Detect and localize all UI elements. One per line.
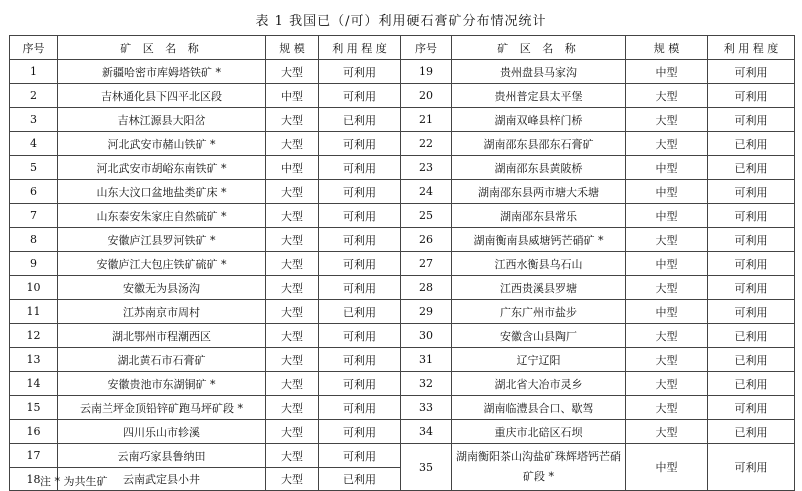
row-number: 19 bbox=[401, 60, 452, 84]
row-number: 6 bbox=[10, 180, 58, 204]
deposit-scale: 中型 bbox=[626, 252, 708, 276]
utilization-status: 已利用 bbox=[708, 372, 795, 396]
row-number: 11 bbox=[10, 300, 58, 324]
deposit-scale: 大型 bbox=[266, 276, 319, 300]
deposit-name: 江西贵溪县罗塘 bbox=[452, 276, 626, 300]
table-row bbox=[10, 444, 795, 468]
row-number: 3 bbox=[10, 108, 58, 132]
deposit-name: 云南兰坪金顶铅锌矿跑马坪矿段 * bbox=[58, 396, 266, 420]
deposit-scale: 中型 bbox=[626, 444, 708, 491]
deposit-name: 湖南双峰县梓门桥 bbox=[452, 108, 626, 132]
deposit-scale: 大型 bbox=[626, 348, 708, 372]
deposit-scale: 大型 bbox=[266, 180, 319, 204]
row-number: 18 bbox=[10, 468, 58, 491]
deposit-scale: 大型 bbox=[266, 204, 319, 228]
utilization-status: 已利用 bbox=[319, 468, 401, 491]
deposit-scale: 中型 bbox=[266, 84, 319, 108]
table-row bbox=[10, 180, 795, 204]
deposit-table bbox=[9, 35, 795, 491]
row-number: 2 bbox=[10, 84, 58, 108]
table-row bbox=[10, 372, 795, 396]
header-scale: 规 模 bbox=[626, 36, 708, 60]
row-number: 34 bbox=[401, 420, 452, 444]
utilization-status: 可利用 bbox=[319, 84, 401, 108]
utilization-status: 可利用 bbox=[319, 204, 401, 228]
deposit-scale: 大型 bbox=[626, 420, 708, 444]
row-number: 7 bbox=[10, 204, 58, 228]
header-row bbox=[10, 36, 795, 60]
deposit-name: 四川乐山市轸溪 bbox=[58, 420, 266, 444]
deposit-name: 河北武安市胡峪东南铁矿 * bbox=[58, 156, 266, 180]
deposit-name: 湖北省大冶市灵乡 bbox=[452, 372, 626, 396]
deposit-name: 安徽贵池市东湖铜矿 * bbox=[58, 372, 266, 396]
utilization-status: 可利用 bbox=[319, 372, 401, 396]
header-no: 序号 bbox=[401, 36, 452, 60]
deposit-scale: 大型 bbox=[266, 396, 319, 420]
deposit-name: 安徽庐江大包庄铁矿硫矿 * bbox=[58, 252, 266, 276]
utilization-status: 可利用 bbox=[319, 444, 401, 468]
utilization-status: 已利用 bbox=[708, 324, 795, 348]
table-row bbox=[10, 132, 795, 156]
deposit-name: 安徽无为县汤沟 bbox=[58, 276, 266, 300]
utilization-status: 可利用 bbox=[708, 228, 795, 252]
row-number: 22 bbox=[401, 132, 452, 156]
row-number: 23 bbox=[401, 156, 452, 180]
table-title: 表 1 我国已（/可）利用硬石膏矿分布情况统计 bbox=[255, 14, 547, 29]
deposit-name: 安徽庐江县罗河铁矿 * bbox=[58, 228, 266, 252]
row-number: 13 bbox=[10, 348, 58, 372]
deposit-name: 重庆市北碚区石坝 bbox=[452, 420, 626, 444]
row-number: 4 bbox=[10, 132, 58, 156]
deposit-name: 吉林江源县大阳岔 bbox=[58, 108, 266, 132]
utilization-status: 可利用 bbox=[708, 444, 795, 491]
row-number: 10 bbox=[10, 276, 58, 300]
header-no: 序号 bbox=[10, 36, 58, 60]
table-row bbox=[10, 348, 795, 372]
deposit-name: 湖南临澧县合口、歇驾 bbox=[452, 396, 626, 420]
utilization-status: 可利用 bbox=[319, 348, 401, 372]
row-number: 29 bbox=[401, 300, 452, 324]
row-number: 20 bbox=[401, 84, 452, 108]
deposit-name: 湖南邵东县两市塘大禾塘 bbox=[452, 180, 626, 204]
deposit-scale: 大型 bbox=[626, 372, 708, 396]
table-row bbox=[10, 84, 795, 108]
deposit-name: 云南武定县小井 bbox=[58, 468, 266, 491]
row-number: 27 bbox=[401, 252, 452, 276]
deposit-name: 山东大汶口盆地盐类矿床 * bbox=[58, 180, 266, 204]
utilization-status: 可利用 bbox=[708, 396, 795, 420]
utilization-status: 可利用 bbox=[319, 228, 401, 252]
deposit-name: 湖北鄂州市程潮西区 bbox=[58, 324, 266, 348]
deposit-scale: 大型 bbox=[266, 108, 319, 132]
deposit-scale: 大型 bbox=[626, 396, 708, 420]
utilization-status: 可利用 bbox=[708, 276, 795, 300]
row-number: 33 bbox=[401, 396, 452, 420]
deposit-scale: 大型 bbox=[266, 60, 319, 84]
utilization-status: 可利用 bbox=[319, 324, 401, 348]
table-row bbox=[10, 300, 795, 324]
deposit-name: 湖南衡南县威塘钙芒硝矿 * bbox=[452, 228, 626, 252]
deposit-scale: 大型 bbox=[266, 132, 319, 156]
row-number: 9 bbox=[10, 252, 58, 276]
deposit-name: 湖南衡阳茶山沟盐矿珠辉塔钙芒硝矿段 * bbox=[452, 444, 626, 491]
row-number: 16 bbox=[10, 420, 58, 444]
row-number: 28 bbox=[401, 276, 452, 300]
utilization-status: 已利用 bbox=[319, 108, 401, 132]
deposit-scale: 中型 bbox=[626, 180, 708, 204]
header-name: 矿 区 名 称 bbox=[58, 36, 266, 60]
utilization-status: 可利用 bbox=[319, 420, 401, 444]
deposit-scale: 大型 bbox=[266, 300, 319, 324]
deposit-name: 河北武安市赭山铁矿 * bbox=[58, 132, 266, 156]
row-number: 26 bbox=[401, 228, 452, 252]
table-row bbox=[10, 108, 795, 132]
table-row bbox=[10, 324, 795, 348]
deposit-scale: 大型 bbox=[266, 324, 319, 348]
utilization-status: 可利用 bbox=[708, 108, 795, 132]
row-number: 25 bbox=[401, 204, 452, 228]
deposit-name: 江苏南京市周村 bbox=[58, 300, 266, 324]
header-name: 矿 区 名 称 bbox=[452, 36, 626, 60]
deposit-name: 新疆哈密市库姆塔铁矿 * bbox=[58, 60, 266, 84]
deposit-name: 湖北黄石市石膏矿 bbox=[58, 348, 266, 372]
row-number: 5 bbox=[10, 156, 58, 180]
table-row bbox=[10, 276, 795, 300]
row-number: 31 bbox=[401, 348, 452, 372]
utilization-status: 可利用 bbox=[708, 84, 795, 108]
deposit-scale: 大型 bbox=[626, 324, 708, 348]
footnote: 注 * 为共生矿 bbox=[40, 475, 108, 488]
row-number: 8 bbox=[10, 228, 58, 252]
deposit-scale: 大型 bbox=[266, 420, 319, 444]
table-row bbox=[10, 204, 795, 228]
utilization-status: 可利用 bbox=[319, 276, 401, 300]
row-number: 24 bbox=[401, 180, 452, 204]
deposit-scale: 大型 bbox=[266, 468, 319, 491]
deposit-name: 辽宁辽阳 bbox=[452, 348, 626, 372]
deposit-name: 云南巧家县鲁纳田 bbox=[58, 444, 266, 468]
deposit-name: 湖南邵东县常乐 bbox=[452, 204, 626, 228]
utilization-status: 可利用 bbox=[319, 396, 401, 420]
deposit-scale: 大型 bbox=[266, 228, 319, 252]
deposit-name: 江西水衡县乌石山 bbox=[452, 252, 626, 276]
deposit-name: 贵州盘县马家沟 bbox=[452, 60, 626, 84]
deposit-scale: 大型 bbox=[266, 372, 319, 396]
deposit-scale: 大型 bbox=[626, 108, 708, 132]
header-use: 利 用 程 度 bbox=[708, 36, 795, 60]
table-row bbox=[10, 252, 795, 276]
utilization-status: 已利用 bbox=[708, 420, 795, 444]
deposit-scale: 中型 bbox=[626, 204, 708, 228]
table-row bbox=[10, 228, 795, 252]
row-number: 35 bbox=[401, 444, 452, 491]
deposit-scale: 中型 bbox=[266, 156, 319, 180]
row-number: 32 bbox=[401, 372, 452, 396]
deposit-name: 广东广州市盐步 bbox=[452, 300, 626, 324]
deposit-name: 山东泰安朱家庄自然硫矿 * bbox=[58, 204, 266, 228]
row-number: 15 bbox=[10, 396, 58, 420]
header-scale: 规 模 bbox=[266, 36, 319, 60]
utilization-status: 可利用 bbox=[708, 300, 795, 324]
utilization-status: 可利用 bbox=[708, 204, 795, 228]
table-row bbox=[10, 420, 795, 444]
deposit-scale: 大型 bbox=[626, 276, 708, 300]
deposit-name: 湖南邵东县黄陂桥 bbox=[452, 156, 626, 180]
deposit-scale: 大型 bbox=[266, 348, 319, 372]
deposit-name: 吉林通化县下四平北区段 bbox=[58, 84, 266, 108]
deposit-scale: 中型 bbox=[626, 156, 708, 180]
table-row bbox=[10, 396, 795, 420]
deposit-scale: 大型 bbox=[626, 228, 708, 252]
utilization-status: 可利用 bbox=[319, 180, 401, 204]
utilization-status: 可利用 bbox=[708, 60, 795, 84]
row-number: 14 bbox=[10, 372, 58, 396]
utilization-status: 已利用 bbox=[319, 300, 401, 324]
row-number: 12 bbox=[10, 324, 58, 348]
table-row bbox=[10, 156, 795, 180]
utilization-status: 已利用 bbox=[708, 156, 795, 180]
row-number: 30 bbox=[401, 324, 452, 348]
utilization-status: 已利用 bbox=[708, 132, 795, 156]
header-use: 利 用 程 度 bbox=[319, 36, 401, 60]
row-number: 17 bbox=[10, 444, 58, 468]
utilization-status: 已利用 bbox=[708, 348, 795, 372]
utilization-status: 可利用 bbox=[319, 60, 401, 84]
deposit-scale: 大型 bbox=[266, 444, 319, 468]
deposit-scale: 大型 bbox=[626, 84, 708, 108]
row-number: 1 bbox=[10, 60, 58, 84]
row-number: 21 bbox=[401, 108, 452, 132]
deposit-scale: 中型 bbox=[626, 300, 708, 324]
table-row bbox=[10, 60, 795, 84]
deposit-scale: 大型 bbox=[626, 132, 708, 156]
utilization-status: 可利用 bbox=[319, 156, 401, 180]
deposit-name: 安徽含山县陶厂 bbox=[452, 324, 626, 348]
utilization-status: 可利用 bbox=[319, 252, 401, 276]
deposit-scale: 大型 bbox=[266, 252, 319, 276]
utilization-status: 可利用 bbox=[708, 252, 795, 276]
deposit-scale: 中型 bbox=[626, 60, 708, 84]
deposit-name: 贵州普定县太平堡 bbox=[452, 84, 626, 108]
utilization-status: 可利用 bbox=[319, 132, 401, 156]
deposit-name: 湖南邵东县邵东石膏矿 bbox=[452, 132, 626, 156]
utilization-status: 可利用 bbox=[708, 180, 795, 204]
